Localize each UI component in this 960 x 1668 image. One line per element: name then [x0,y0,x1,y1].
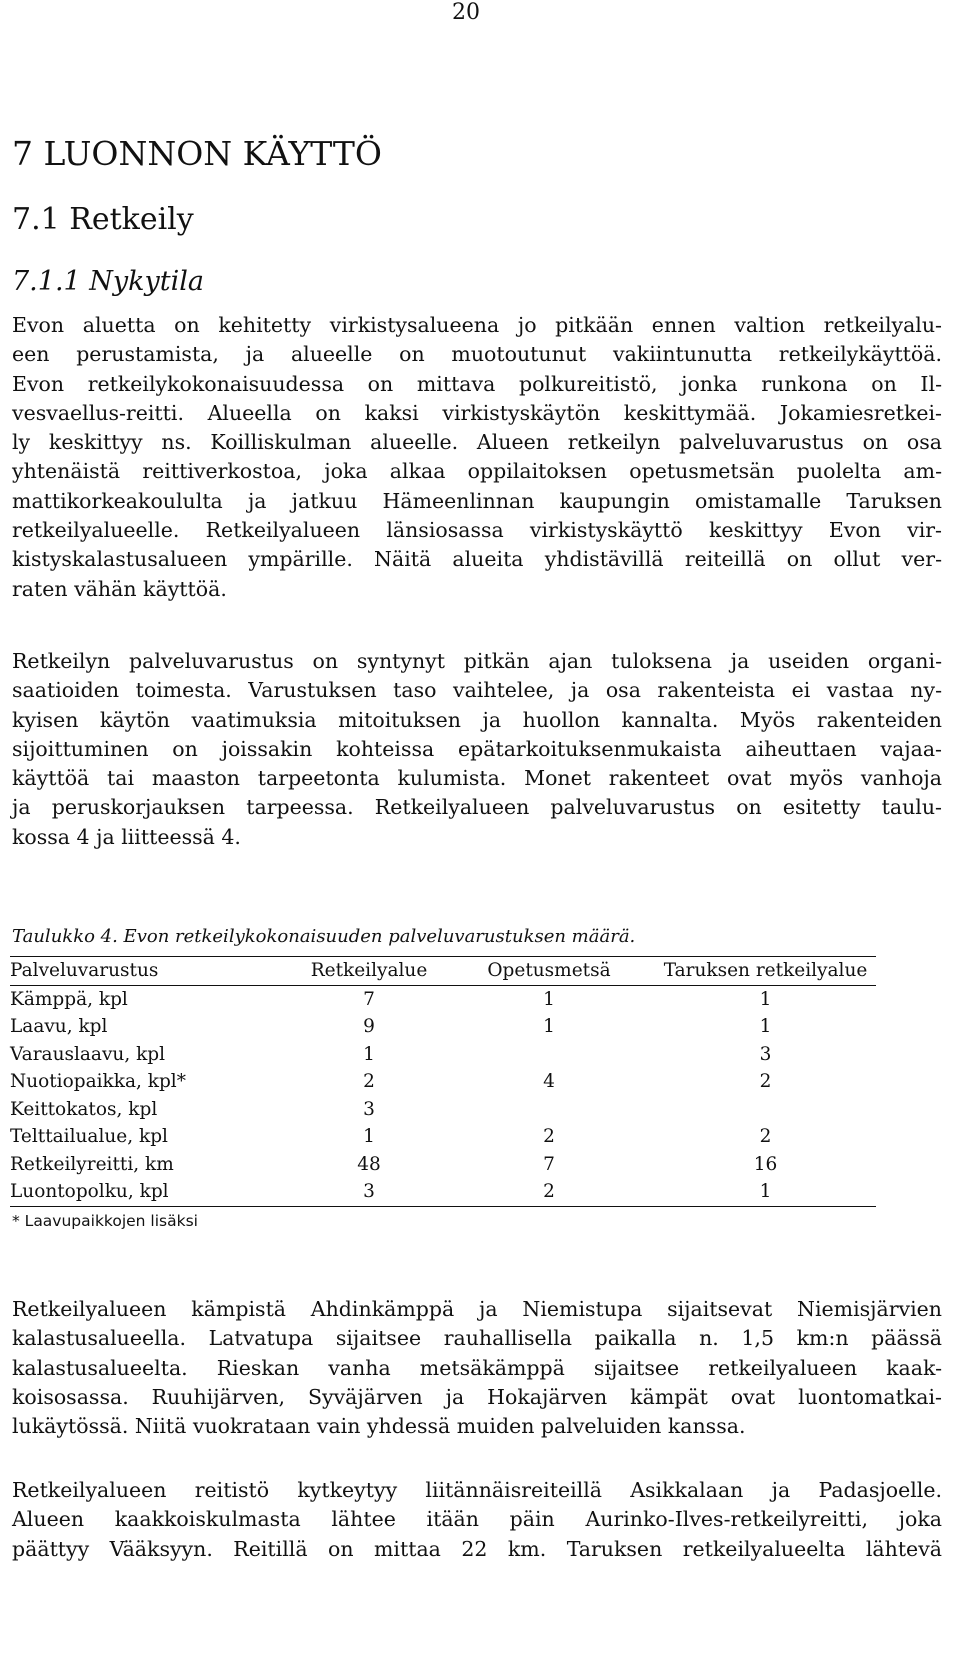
body-paragraph-3 [12,1295,942,1441]
paragraph-line: een perustamista, ja alueelle on muotoutunut vakiintunutta retkeilykäyttöä. [12,342,942,367]
paragraph-line: yhtenäistä reittiverkostoa, joka alkaa oppilaitoksen opetusmetsän puolelta am- [12,459,942,484]
column-header: Opetusmetsä [443,957,655,986]
table-cell: Retkeilyreitti, km [10,1153,174,1175]
table-cell: 7 [543,1153,555,1175]
table-cell: 2 [543,1126,555,1147]
paragraph-line: kalastusalueella. Latvatupa sijaitsee rauhallisella paikalla n. 1,5 km:n päässä [12,1326,942,1351]
section-heading: 7.1 Retkeily [12,202,194,237]
table-footnote: * Laavupaikkojen lisäksi [12,1212,198,1230]
table-cell: 7 [363,988,375,1010]
equipment-table [10,956,876,1207]
paragraph-line: retkeilyalueelle. Retkeilyalueen länsiosassa virkistyskäyttö keskittyy Evon vir- [12,518,942,543]
table-row [10,1151,876,1179]
table-row [10,1041,876,1069]
paragraph-line: kossa 4 ja liitteessä 4. [12,824,241,849]
table-cell: 1 [363,1126,375,1147]
table-row [10,1068,876,1096]
table-cell: 1 [543,1016,555,1037]
table-row [10,1123,876,1151]
paragraph-line: koisosassa. Ruuhijärven, Syväjärven ja Hokajärven kämpät ovat luontomatkai- [12,1384,942,1409]
paragraph-line: Retkeilyalueen kämpistä Ahdinkämppä ja Niemistupa sijaitsevat Niemisjärvien [12,1297,942,1321]
body-paragraph-4 [12,1476,942,1564]
table-cell: Laavu, kpl [10,1016,108,1037]
table-cell: 2 [759,1126,772,1147]
paragraph-line: saatioiden toimesta. Varustuksen taso vaihtelee, ja osa rakenteista ei vastaa ny- [12,678,942,703]
chapter-heading: 7 LUONNON KÄYTTÖ [12,134,382,173]
table-cell: Varauslaavu, kpl [10,1043,166,1065]
table-cell: 4 [543,1071,555,1092]
paragraph-line: Retkeilyalueen reitistö kytkeytyy liitännäisreiteillä Asikkalaan ja Padasjoelle. [12,1478,942,1502]
table-row [10,1178,876,1206]
table-cell: 16 [753,1153,778,1175]
paragraph-line: kistyskalastusalueen ympärille. Näitä alueita yhdistävillä reiteillä on ollut ver- [12,547,942,572]
paragraph-line: kalastusalueelta. Rieskan vanha metsäkämppä sijaitsee retkeilyalueen kaak- [12,1355,942,1380]
table-caption: Taulukko 4. Evon retkeilykokonaisuuden palveluvarustuksen määrä. [12,926,636,947]
table-row [10,1013,876,1041]
paragraph-line: Retkeilyn palveluvarustus on syntynyt pitkän ajan tuloksena ja useiden organi- [12,649,942,673]
body-paragraph-1 [12,311,942,604]
column-header: Palveluvarustus [10,957,295,986]
table-cell [443,1041,655,1069]
table-header-row [10,957,876,986]
paragraph-line: Evon aluetta on kehitetty virkistysalueena jo pitkään ennen valtion retkeilyalu- [12,313,942,337]
paragraph-line: sijoittuminen on joissakin kohteissa epätarkoituksenmukaista aiheuttaen vajaa- [12,736,942,761]
table-cell: 1 [655,1178,876,1206]
paragraph-line: päättyy Vääksyyn. Reitillä on mittaa 22 km. Taruksen retkeilyalueelta lähtevä [12,1536,942,1561]
column-header: Taruksen retkeilyalue [655,957,876,986]
paragraph-line: ja peruskorjauksen tarpeessa. Retkeilyalueen palveluvarustus on esitetty taulu- [12,795,942,820]
table-cell: 2 [759,1071,772,1092]
paragraph-line: Alueen kaakkoiskulmasta lähtee itään päin Aurinko-Ilves-retkeilyreitti, joka [12,1507,942,1532]
column-header: Retkeilyalue [295,957,443,986]
paragraph-line: raten vähän käyttöä. [12,576,227,601]
paragraph-line: ly keskittyy ns. Koilliskulman alueelle. Alueen retkeilyn palveluvarustus on osa [12,430,942,455]
table-cell: 9 [363,1016,375,1037]
table-cell: Telttailualue, kpl [10,1126,168,1147]
table-cell: 1 [363,1043,375,1065]
table-cell: 1 [759,988,772,1010]
table-cell [443,1096,655,1124]
paragraph-line: käyttöä tai maaston tarpeetonta kulumista. Monet rakenteet ovat myös vanhoja [12,766,942,791]
table-row [10,985,876,1013]
table-cell: 2 [363,1071,375,1092]
table-cell: Nuotiopaikka, kpl* [10,1071,186,1092]
paragraph-line: lukäytössä. Niitä vuokrataan vain yhdessä muiden palveluiden kanssa. [12,1414,746,1439]
table-cell: 2 [443,1178,655,1206]
table-cell: 48 [357,1153,381,1175]
paragraph-line: kyisen käytön vaatimuksia mitoituksen ja huollon kannalta. Myös rakenteiden [12,707,942,732]
body-paragraph-2 [12,647,942,852]
paragraph-line: mattikorkeakoululta ja jatkuu Hämeenlinnan kaupungin omistamalle Taruksen [12,488,942,513]
table-cell [655,1096,876,1124]
page-number: 20 [452,0,480,25]
table-cell: 1 [759,1016,772,1037]
table-cell: 1 [543,988,555,1010]
table-cell: 3 [363,1098,375,1120]
paragraph-line: Evon retkeilykokonaisuudessa on mittava polkureitistö, jonka runkona on Il- [12,371,942,396]
table-cell: Keittokatos, kpl [10,1098,158,1120]
table-cell: 3 [295,1178,443,1206]
table-cell: Kämppä, kpl [10,988,128,1010]
paragraph-line: vesvaellus-reitti. Alueella on kaksi virkistyskäytön keskittymää. Jokamiesretkei- [12,400,942,425]
table-cell: 3 [759,1043,772,1065]
table-cell: Luontopolku, kpl [10,1178,295,1206]
subsection-heading: 7.1.1 Nykytila [12,266,204,297]
table-row [10,1096,876,1124]
